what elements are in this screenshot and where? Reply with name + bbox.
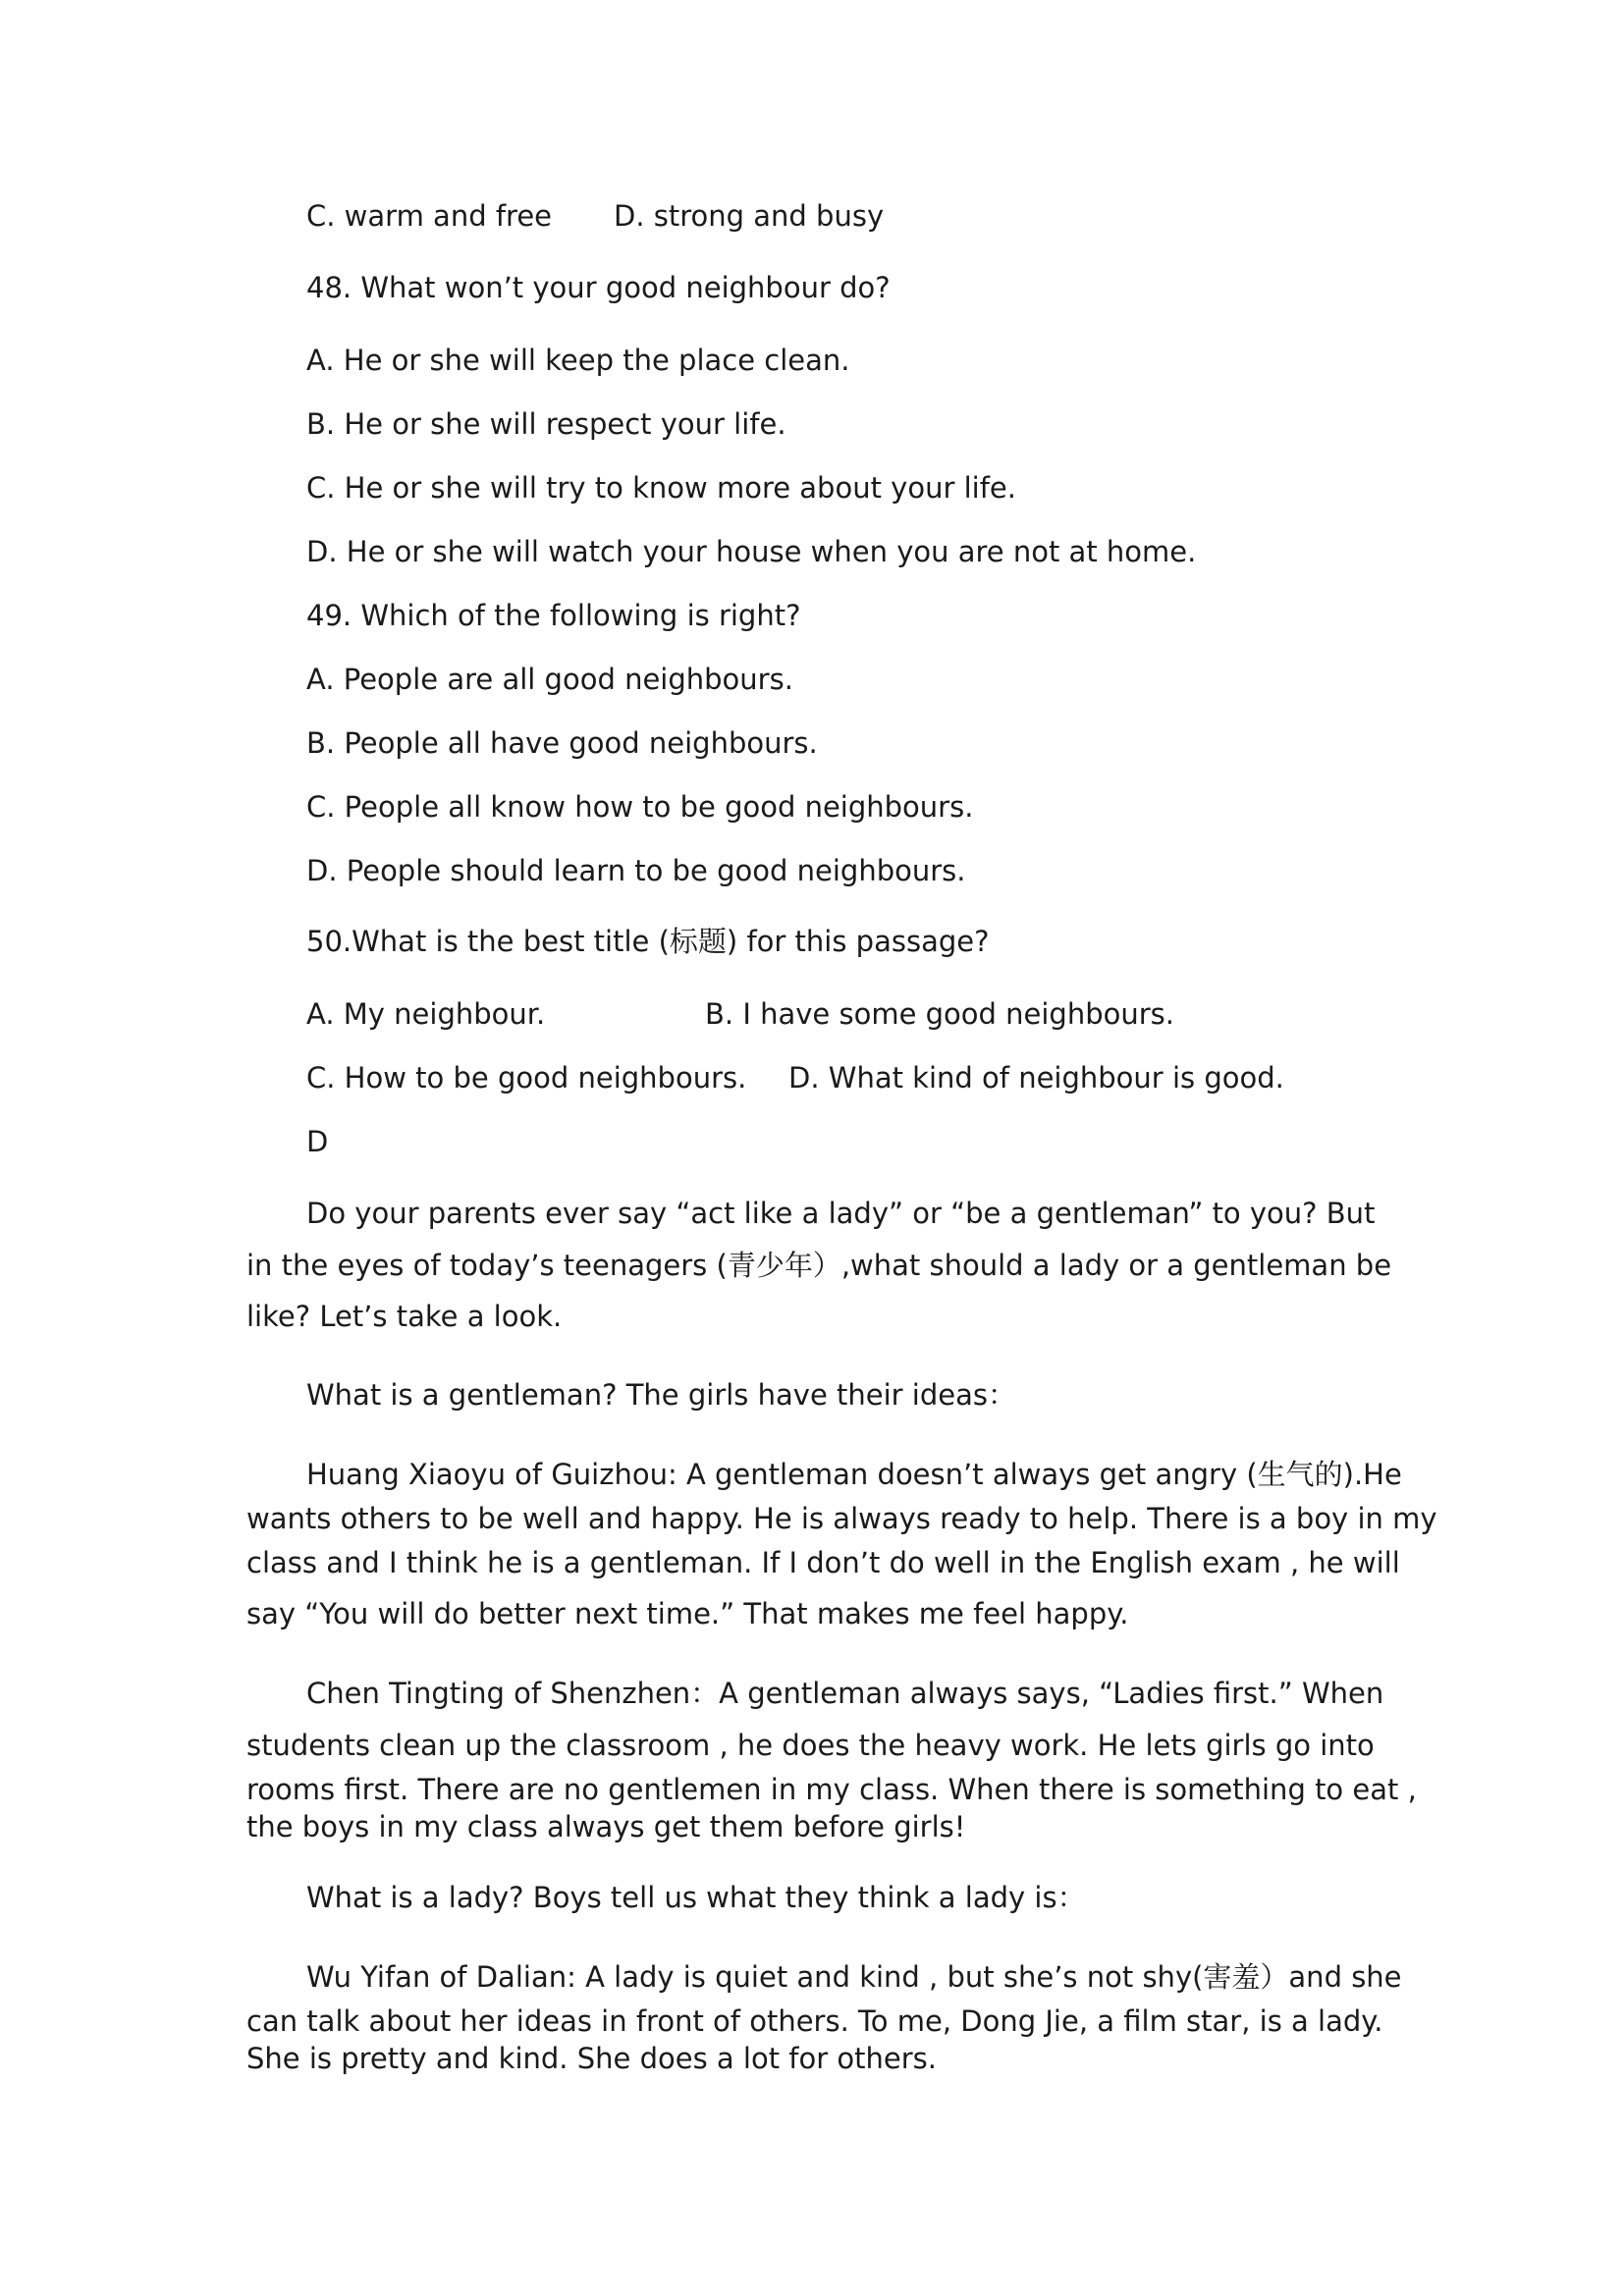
wu-line-1: Wu Yifan of Dalian: A lady is quiet and kind , but she’s not shy(害羞）and she (306, 1960, 1402, 1994)
q48-question: 48. What won’t your good neighbour do? (306, 271, 891, 304)
q48-option-a: A. He or she will keep the place clean. (306, 344, 850, 377)
q50-option-d: D. What kind of neighbour is good. (788, 1061, 1284, 1095)
wu-line-3: She is pretty and kind. She does a lot for others. (246, 2042, 937, 2075)
wu-line-2: can talk about her ideas in front of others. To me, Dong Jie, a film star, is a lady. (246, 2004, 1383, 2038)
q49-question: 49. Which of the following is right? (306, 599, 801, 632)
huang-line-3: class and I think he is a gentleman. If I don’t do well in the English exam , he will (246, 1546, 1400, 1579)
q48-option-b: B. He or she will respect your life. (306, 407, 786, 441)
q48-option-c: C. He or she will try to know more about your life. (306, 471, 1016, 505)
huang-line-2: wants others to be well and happy. He is always ready to help. There is a boy in my (246, 1502, 1437, 1535)
q48-option-d: D. He or she will watch your house when you are not at home. (306, 535, 1197, 568)
q47-option-d: D. strong and busy (614, 199, 885, 233)
chen-line-2: students clean up the classroom , he does the heavy work. He lets girls go into (246, 1729, 1375, 1762)
q50-option-b: B. I have some good neighbours. (705, 997, 1175, 1031)
intro-line-2: in the eyes of today’s teenagers (青少年）,what should a lady or a gentleman be (246, 1249, 1392, 1282)
huang-line-4: say “You will do better next time.” That makes me feel happy. (246, 1597, 1129, 1630)
q49-option-c: C. People all know how to be good neighbours. (306, 790, 974, 824)
q49-option-a: A. People are all good neighbours. (306, 663, 793, 696)
q49-option-b: B. People all have good neighbours. (306, 726, 818, 760)
chen-line-3: rooms first. There are no gentlemen in my class. When there is something to eat , (246, 1773, 1417, 1806)
chen-line-1: Chen Tingting of Shenzhen：A gentleman always says, “Ladies first.” When (306, 1677, 1384, 1710)
q50-option-a: A. My neighbour. (306, 997, 546, 1031)
intro-line-1: Do your parents ever say “act like a lady” or “be a gentleman” to you? But (306, 1197, 1376, 1230)
q47-option-c: C. warm and free (306, 199, 553, 233)
huang-line-1: Huang Xiaoyu of Guizhou: A gentleman doesn’t always get angry (生气的).He (306, 1458, 1402, 1491)
q50-option-c: C. How to be good neighbours. (306, 1061, 747, 1095)
intro-line-3: like? Let’s take a look. (246, 1300, 563, 1333)
gentleman-heading: What is a gentleman? The girls have their ideas： (306, 1378, 1016, 1412)
section-label: D (306, 1125, 329, 1158)
lady-heading: What is a lady? Boys tell us what they think a lady is： (306, 1881, 1086, 1914)
chen-line-4: the boys in my class always get them before girls! (246, 1810, 966, 1843)
q49-option-d: D. People should learn to be good neighbours. (306, 854, 966, 887)
q50-question: 50.What is the best title (标题) for this passage? (306, 925, 990, 958)
